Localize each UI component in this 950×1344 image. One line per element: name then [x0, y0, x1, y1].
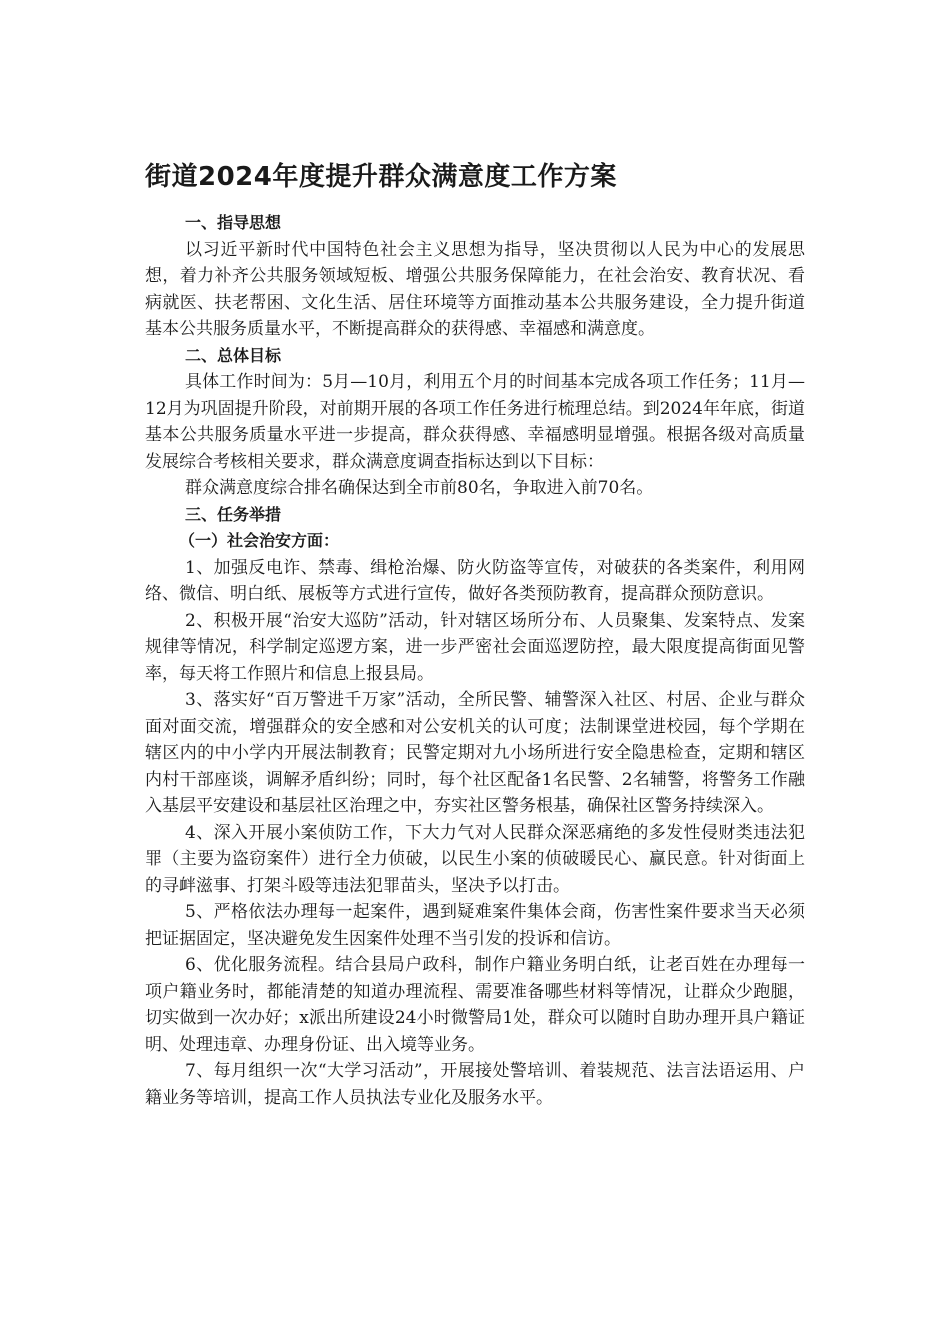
- paragraph: 群众满意度综合排名确保达到全市前80名，争取进入前70名。: [185, 478, 654, 498]
- section-heading-overall-goal: 二、总体目标: [185, 345, 282, 365]
- paragraph: 以习近平新时代中国特色社会主义思想为指导，坚决贯彻以人民为中心的发展思想，着力补齐公共服务领域短板、增强公共服务保障能力，在社会治安、教育状况、看病就医、扶老帮困、文化生活、居住环境等方面推动基本公共服务建设，全力提升街道基本公共服务质量水平，不断提高群众的获得感、幸福感和满意度。: [145, 239, 805, 339]
- document-body: [145, 160, 805, 1111]
- subsection-heading-public-security: （一）社会治安方面：: [179, 531, 340, 550]
- list-item: 3、落实好“百万警进千万家”活动，全所民警、辅警深入社区、村居、企业与群众面对面交流，增强群众的安全感和对公安机关的认可度；法制课堂进校园，每个学期在辖区内的中小学内开展法制教育；民警定期对九小场所进行安全隐患检查，定期和辖区内村干部座谈，调解矛盾纠纷；同时，每个社区配备1名民警、2名辅警，将警务工作融入基层平安建设和基层社区治理之中，夯实社区警务根基，确保社区警务持续深入。: [145, 690, 805, 816]
- section-heading-guiding-ideology: 一、指导思想: [185, 213, 282, 232]
- list-item: 7、每月组织一次“大学习活动”，开展接处警培训、着装规范、法言法语运用、户籍业务等培训，提高工作人员执法专业化及服务水平。: [145, 1061, 805, 1108]
- paragraph: 具体工作时间为：5月—10月，利用五个月的时间基本完成各项工作任务；11月—12月为巩固提升阶段，对前期开展的各项工作任务进行梳理总结。到2024年年底，街道基本公共服务质量水平进一步提高，群众获得感、幸福感明显增强。根据各级对高质量发展综合考核相关要求，群众满意度调查指标达到以下目标：: [145, 372, 806, 472]
- list-item: 1、加强反电诈、禁毒、缉枪治爆、防火防盗等宣传，对破获的各类案件，利用网络、微信、明白纸、展板等方式进行宣传，做好各类预防教育，提高群众预防意识。: [145, 557, 805, 604]
- list-item: 5、严格依法办理每一起案件，遇到疑难案件集体会商，伤害性案件要求当天必须把证据固定，坚决避免发生因案件处理不当引发的投诉和信访。: [145, 902, 805, 949]
- section-heading-task-measures: 三、任务举措: [185, 504, 282, 524]
- list-item: 2、积极开展“治安大巡防”活动，针对辖区场所分布、人员聚集、发案特点、发案规律等情况，科学制定巡逻方案，进一步严密社会面巡逻防控，最大限度提高街面见警率，每天将工作照片和信息上报县局。: [145, 610, 805, 684]
- document-title: 街道2024年度提升群众满意度工作方案: [145, 162, 617, 192]
- list-item: 4、深入开展小案侦防工作，下大力气对人民群众深恶痛绝的多发性侵财类违法犯罪（主要为盗窃案件）进行全力侦破，以民生小案的侦破暖民心、赢民意。针对街面上的寻衅滋事、打架斗殴等违法犯罪苗头，坚决予以打击。: [145, 822, 805, 896]
- list-item: 6、优化服务流程。结合县局户政科，制作户籍业务明白纸，让老百姓在办理每一项户籍业务时，都能清楚的知道办理流程、需要准备哪些材料等情况，让群众少跑腿，切实做到一次办好；x派出所建设24小时微警局1处，群众可以随时自助办理开具户籍证明、处理违章、办理身份证、出入境等业务。: [145, 955, 805, 1055]
